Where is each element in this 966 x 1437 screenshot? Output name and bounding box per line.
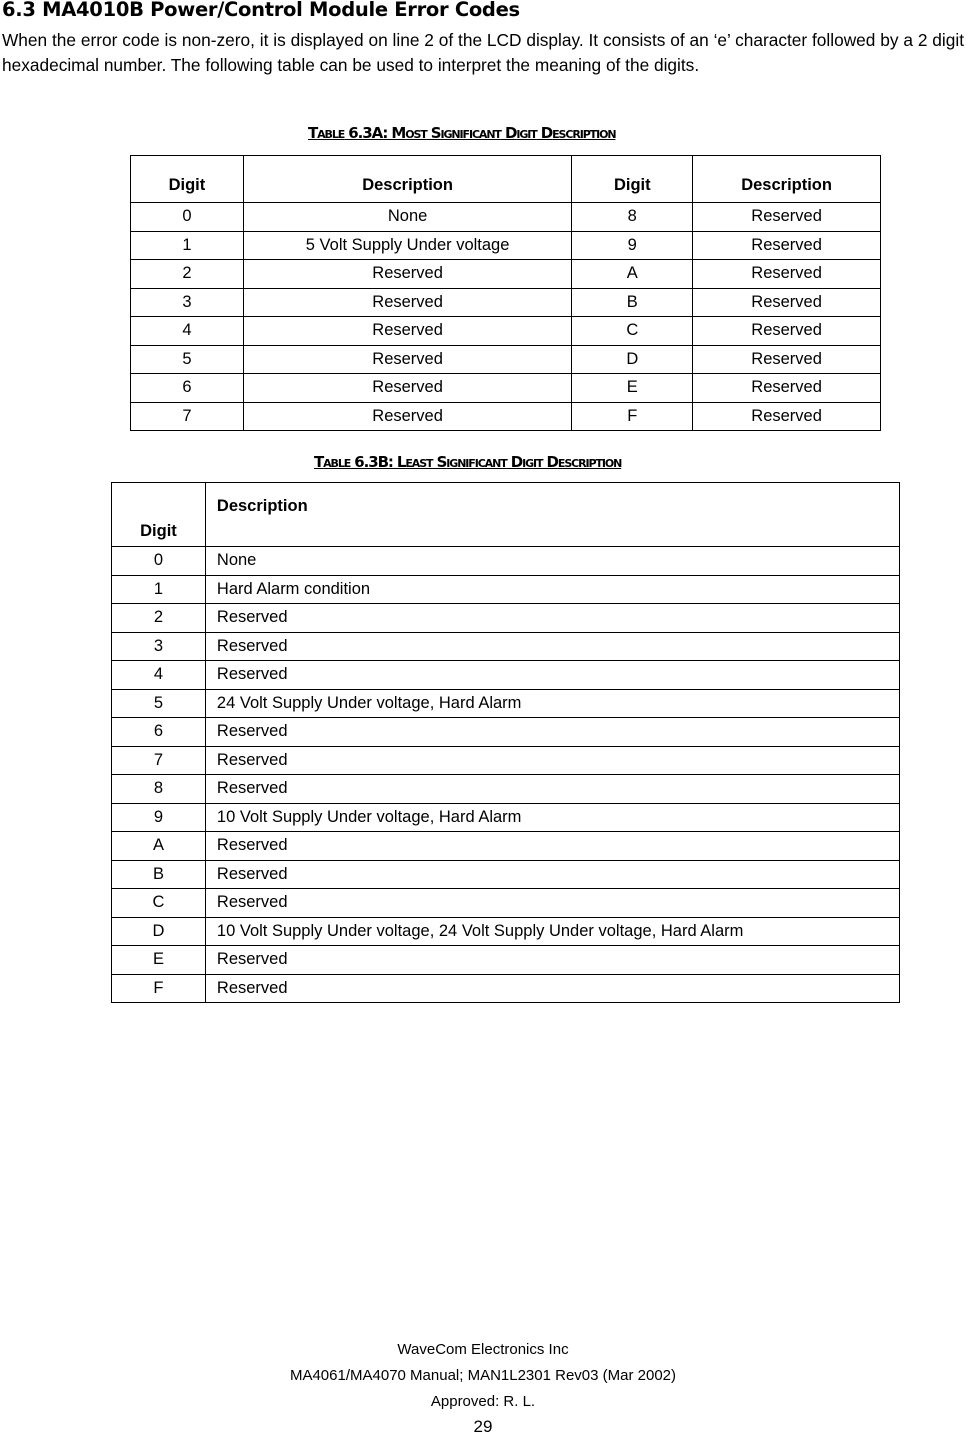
digit-cell: 8 bbox=[112, 775, 206, 804]
table-row bbox=[131, 345, 881, 374]
digit-cell: 9 bbox=[112, 803, 206, 832]
table-row bbox=[112, 604, 900, 633]
digit-cell: 7 bbox=[112, 746, 206, 775]
description-cell: Reserved bbox=[693, 231, 881, 260]
least-significant-digit-table bbox=[111, 482, 900, 1003]
table-row bbox=[112, 803, 900, 832]
description-cell: Reserved bbox=[243, 345, 572, 374]
table-row bbox=[112, 974, 900, 1003]
digit-cell: C bbox=[572, 317, 693, 346]
digit-cell: 5 bbox=[131, 345, 244, 374]
digit-cell: E bbox=[572, 374, 693, 403]
header-digit: Digit bbox=[112, 483, 206, 547]
digit-cell: B bbox=[112, 860, 206, 889]
section-heading: 6.3 MA4010B Power/Control Module Error Codes bbox=[2, 0, 520, 21]
description-cell: Reserved bbox=[205, 604, 899, 633]
description-cell: Reserved bbox=[693, 345, 881, 374]
footer-company: WaveCom Electronics Inc bbox=[397, 1341, 569, 1358]
table-row bbox=[112, 632, 900, 661]
header-description: Description bbox=[693, 156, 881, 203]
table-row bbox=[131, 231, 881, 260]
description-cell: Reserved bbox=[693, 402, 881, 431]
description-cell: Reserved bbox=[693, 374, 881, 403]
description-cell: 10 Volt Supply Under voltage, 24 Volt Supply Under voltage, Hard Alarm bbox=[205, 917, 899, 946]
table-a-caption: TABLE 6.3A: MOST SIGNIFICANT DIGIT DESCRIPTION bbox=[308, 124, 616, 142]
description-cell: Reserved bbox=[205, 946, 899, 975]
table-row bbox=[112, 946, 900, 975]
description-cell: Reserved bbox=[205, 661, 899, 690]
table-header-row bbox=[112, 483, 900, 547]
description-cell: Reserved bbox=[205, 860, 899, 889]
table-row bbox=[131, 317, 881, 346]
table-row bbox=[112, 689, 900, 718]
most-significant-digit-table bbox=[130, 155, 881, 431]
page-number: 29 bbox=[473, 1417, 493, 1436]
digit-cell: F bbox=[112, 974, 206, 1003]
digit-cell: 3 bbox=[112, 632, 206, 661]
digit-cell: 3 bbox=[131, 288, 244, 317]
table-row bbox=[131, 288, 881, 317]
digit-cell: 0 bbox=[112, 547, 206, 576]
description-cell: Reserved bbox=[693, 317, 881, 346]
table-b-caption: TABLE 6.3B: LEAST SIGNIFICANT DIGIT DESCRIPTION bbox=[314, 453, 622, 471]
description-cell: Reserved bbox=[205, 974, 899, 1003]
table-row bbox=[112, 746, 900, 775]
digit-cell: 9 bbox=[572, 231, 693, 260]
description-cell: Hard Alarm condition bbox=[205, 575, 899, 604]
table-row bbox=[112, 860, 900, 889]
digit-cell: 4 bbox=[131, 317, 244, 346]
header-description: Description bbox=[243, 156, 572, 203]
digit-cell: E bbox=[112, 946, 206, 975]
table-row bbox=[131, 374, 881, 403]
table-row bbox=[112, 718, 900, 747]
digit-cell: 8 bbox=[572, 203, 693, 232]
intro-paragraph: When the error code is non-zero, it is displayed on line 2 of the LCD display. It consists of an ‘e’ character followed by a 2 digit hexadecimal number. The following table can be used to interpret the meaning of the digits. bbox=[2, 30, 964, 75]
digit-cell: 1 bbox=[131, 231, 244, 260]
digit-cell: D bbox=[112, 917, 206, 946]
digit-cell: A bbox=[572, 260, 693, 289]
table-row bbox=[112, 917, 900, 946]
digit-cell: 7 bbox=[131, 402, 244, 431]
table-row bbox=[112, 661, 900, 690]
table-row bbox=[112, 889, 900, 918]
table-row bbox=[131, 203, 881, 232]
digit-cell: C bbox=[112, 889, 206, 918]
description-cell: Reserved bbox=[243, 260, 572, 289]
description-cell: Reserved bbox=[205, 832, 899, 861]
description-cell: Reserved bbox=[205, 889, 899, 918]
description-cell: None bbox=[205, 547, 899, 576]
description-cell: Reserved bbox=[205, 746, 899, 775]
table-row bbox=[131, 260, 881, 289]
header-digit: Digit bbox=[131, 156, 244, 203]
digit-cell: 6 bbox=[112, 718, 206, 747]
description-cell: Reserved bbox=[693, 288, 881, 317]
table-row bbox=[112, 832, 900, 861]
description-cell: Reserved bbox=[205, 632, 899, 661]
description-cell: Reserved bbox=[243, 288, 572, 317]
footer-approval: Approved: R. L. bbox=[430, 1393, 536, 1410]
digit-cell: 1 bbox=[112, 575, 206, 604]
description-cell: Reserved bbox=[243, 374, 572, 403]
digit-cell: B bbox=[572, 288, 693, 317]
digit-cell: 2 bbox=[112, 604, 206, 633]
digit-cell: F bbox=[572, 402, 693, 431]
description-cell: Reserved bbox=[243, 402, 572, 431]
description-cell: Reserved bbox=[693, 203, 881, 232]
description-cell: Reserved bbox=[693, 260, 881, 289]
digit-cell: D bbox=[572, 345, 693, 374]
description-cell: Reserved bbox=[205, 775, 899, 804]
header-digit: Digit bbox=[572, 156, 693, 203]
digit-cell: 6 bbox=[131, 374, 244, 403]
digit-cell: 4 bbox=[112, 661, 206, 690]
description-cell: 5 Volt Supply Under voltage bbox=[243, 231, 572, 260]
description-cell: 24 Volt Supply Under voltage, Hard Alarm bbox=[205, 689, 899, 718]
digit-cell: 0 bbox=[131, 203, 244, 232]
table-row bbox=[131, 402, 881, 431]
footer-manual-info: MA4061/MA4070 Manual; MAN1L2301 Rev03 (Mar 2002) bbox=[289, 1367, 677, 1384]
table-header-row bbox=[131, 156, 881, 203]
table-row bbox=[112, 547, 900, 576]
digit-cell: 2 bbox=[131, 260, 244, 289]
description-cell: None bbox=[243, 203, 572, 232]
description-cell: 10 Volt Supply Under voltage, Hard Alarm bbox=[205, 803, 899, 832]
digit-cell: 5 bbox=[112, 689, 206, 718]
table-row bbox=[112, 575, 900, 604]
digit-cell: A bbox=[112, 832, 206, 861]
description-cell: Reserved bbox=[243, 317, 572, 346]
description-cell: Reserved bbox=[205, 718, 899, 747]
table-row bbox=[112, 775, 900, 804]
header-description: Description bbox=[205, 483, 899, 547]
